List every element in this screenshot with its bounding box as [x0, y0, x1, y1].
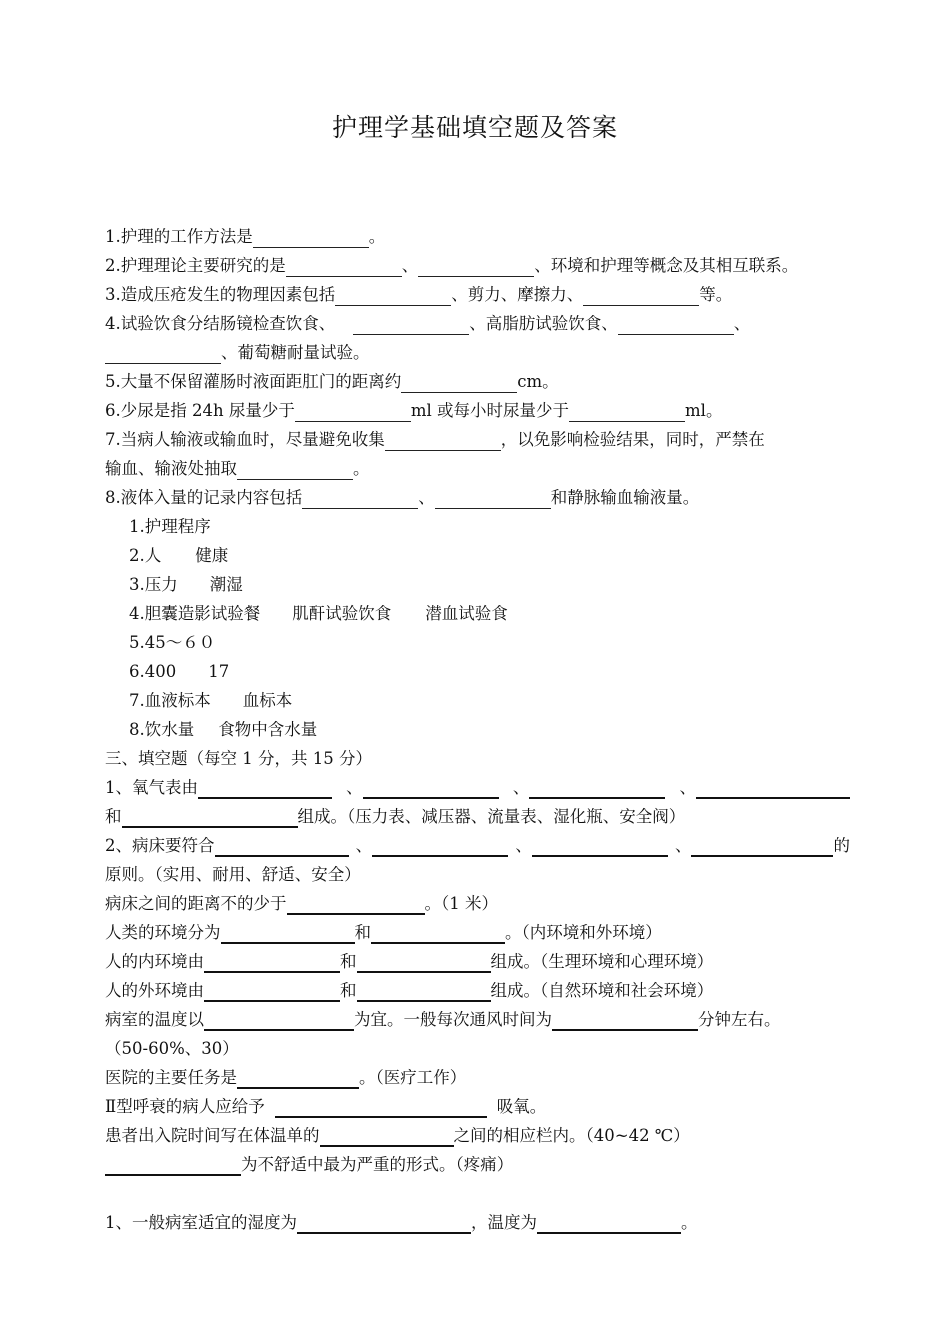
answer-blank[interactable] — [569, 401, 685, 422]
question-text: 、 — [401, 256, 419, 275]
question-text: 1.护理的工作方法是 — [105, 227, 253, 246]
answer-text: 潜血试验食 — [425, 604, 508, 623]
fill-question-room-temperature-answer: （50-60%、30） — [105, 1039, 239, 1058]
question-text: 、 — [674, 836, 692, 855]
question-text: 、 — [679, 778, 696, 797]
answer-blank[interactable] — [204, 1009, 354, 1031]
answer-blank[interactable] — [320, 1125, 454, 1147]
fill-question-admission-time — [105, 1121, 850, 1150]
question-7 — [105, 425, 850, 454]
question-text: 和 — [105, 807, 122, 826]
answer-blank[interactable] — [435, 488, 551, 509]
question-text: 组成。（生理环境和心理环境） — [490, 952, 714, 971]
answer-blank[interactable] — [122, 806, 298, 828]
question-5 — [105, 367, 850, 396]
answer-blank[interactable] — [537, 1212, 681, 1234]
question-text: 为宜。一般每次通风时间为 — [354, 1010, 552, 1029]
question-text: 人类的环境分为 — [105, 923, 221, 942]
question-text: 分钟左右。 — [698, 1010, 781, 1029]
answer-text: 8.饮水量 — [129, 720, 195, 739]
fill-question-bed — [105, 831, 850, 860]
question-text: 2、病床要符合 — [105, 836, 215, 855]
fill-question-oxygen — [105, 773, 850, 802]
question-text: 、 — [512, 778, 530, 797]
answer-6 — [105, 657, 850, 686]
answer-blank[interactable] — [253, 227, 369, 248]
answer-text: 7.血液标本 — [129, 691, 211, 710]
answer-blank[interactable] — [371, 922, 505, 944]
answer-blank[interactable] — [198, 777, 332, 799]
answer-8 — [105, 715, 850, 744]
answer-blank[interactable] — [583, 285, 699, 306]
question-text: 。（内环境和外环境） — [505, 923, 662, 942]
question-text: 。 — [681, 1213, 698, 1232]
question-text: 、 — [418, 488, 435, 507]
question-text: 组成。（压力表、减压器、流量表、湿化瓶、安全阀） — [297, 807, 686, 826]
answer-blank[interactable] — [302, 488, 418, 509]
question-7-cont — [105, 454, 850, 483]
question-text: 、 — [733, 314, 751, 333]
question-6 — [105, 396, 850, 425]
answer-text: 5.45～６０ — [129, 633, 216, 652]
question-text: 3.造成压疮发生的物理因素包括 — [105, 285, 336, 304]
question-text: 病室的温度以 — [105, 1010, 204, 1029]
question-text: 医院的主要任务是 — [105, 1068, 237, 1087]
question-text: 人的内环境由 — [105, 952, 204, 971]
answer-blank[interactable] — [297, 1212, 471, 1234]
question-text: ，以免影响检验结果，同时，严禁在 — [500, 430, 765, 449]
fill-question-external-env — [105, 976, 850, 1005]
answer-text: 2.人 — [129, 546, 162, 565]
answer-3 — [105, 570, 850, 599]
question-4 — [105, 309, 850, 338]
question-text: 、 — [355, 836, 373, 855]
answer-blank[interactable] — [286, 256, 402, 277]
question-1 — [105, 222, 850, 251]
fill-question-room-temperature — [105, 1005, 850, 1034]
question-text: 。（医疗工作） — [359, 1068, 467, 1087]
fill-question-hospital-task — [105, 1063, 850, 1092]
answer-text: 3.压力 — [129, 575, 178, 594]
question-text: 人的外环境由 — [105, 981, 204, 1000]
question-text: 为不舒适中最为严重的形式。（疼痛） — [241, 1155, 514, 1174]
answer-blank[interactable] — [401, 372, 517, 393]
answer-text: 肌酐试验饮食 — [292, 604, 392, 623]
section-heading: 三、填空题（每空 1 分，共 15 分） — [105, 749, 372, 768]
answer-blank[interactable] — [275, 1096, 487, 1118]
question-text: 患者出入院时间写在体温单的 — [105, 1126, 320, 1145]
fill-question-oxygen-cont — [105, 802, 850, 831]
question-text: 等。 — [699, 285, 733, 304]
answer-blank[interactable] — [105, 343, 221, 364]
spacer — [105, 1179, 850, 1208]
question-text: ml。 — [685, 401, 723, 420]
question-text: 病床之间的距离不的少于 — [105, 894, 287, 913]
question-text: 输血、输液处抽取 — [105, 459, 237, 478]
fill-question-discomfort — [105, 1150, 850, 1179]
fill-question-room-humidity — [105, 1208, 850, 1237]
answer-blank[interactable] — [418, 256, 534, 277]
answer-blank[interactable] — [691, 835, 833, 857]
answer-text: 食物中含水量 — [218, 720, 318, 739]
question-8 — [105, 483, 850, 512]
fill-question-bed-cont: 原则。（实用、耐用、舒适、安全） — [105, 865, 361, 884]
answer-2 — [105, 541, 850, 570]
answer-blank[interactable] — [696, 777, 850, 799]
question-text: 。 — [368, 227, 386, 246]
answer-blank[interactable] — [357, 951, 491, 973]
question-2 — [105, 251, 850, 280]
answer-text: 6.400 — [129, 662, 177, 681]
fill-question-internal-env — [105, 947, 850, 976]
answer-text: 17 — [208, 662, 230, 681]
answer-7 — [105, 686, 850, 715]
answer-blank[interactable] — [385, 430, 501, 451]
answer-5 — [105, 628, 850, 657]
answer-1 — [105, 512, 850, 541]
answer-blank[interactable] — [618, 314, 734, 335]
answer-blank[interactable] — [237, 459, 353, 480]
answer-blank[interactable] — [357, 980, 491, 1002]
answer-blank[interactable] — [532, 835, 668, 857]
question-text: Ⅱ型呼衰的病人应给予 — [105, 1097, 265, 1116]
answer-blank[interactable] — [215, 835, 349, 857]
question-text: 、剪力、摩擦力、 — [451, 285, 584, 304]
question-text: 吸氧。 — [496, 1097, 547, 1116]
answer-text: 4.胆囊造影试验餐 — [129, 604, 261, 623]
answer-text: 1.护理程序 — [129, 517, 211, 536]
question-text: 、葡萄糖耐量试验。 — [221, 343, 370, 362]
question-text: 8.液体入量的记录内容包括 — [105, 488, 303, 507]
question-text: 5.大量不保留灌肠时液面距肛门的距离约 — [105, 372, 402, 391]
answer-blank[interactable] — [204, 980, 340, 1002]
fill-question-bed-distance — [105, 889, 850, 918]
question-text: 之间的相应栏内。（40~42 ℃） — [453, 1126, 690, 1145]
answer-blank[interactable] — [372, 835, 508, 857]
answer-4 — [105, 599, 850, 628]
document-body — [105, 222, 850, 1237]
answer-text: 血标本 — [242, 691, 293, 710]
answer-blank[interactable] — [287, 893, 425, 915]
question-text: 2.护理理论主要研究的是 — [105, 256, 286, 275]
question-text: 。（1 米） — [424, 894, 498, 913]
question-text: 的 — [833, 836, 850, 855]
question-text: 和 — [354, 923, 371, 942]
question-text: 1、一般病室适宜的湿度为 — [105, 1213, 297, 1232]
question-text: ml 或每小时尿量少于 — [410, 401, 570, 420]
question-text: 、高脂肪试验饮食、 — [469, 314, 618, 333]
question-text: 、环境和护理等概念及其相互联系。 — [534, 256, 799, 275]
question-text: ，温度为 — [471, 1213, 537, 1232]
question-text: 、 — [346, 778, 363, 797]
answer-blank[interactable] — [552, 1009, 698, 1031]
answer-blank[interactable] — [204, 951, 340, 973]
question-text: 和 — [340, 981, 357, 1000]
question-text: 4.试验饮食分结肠镜检查饮食、 — [105, 314, 336, 333]
fill-question-respiratory-failure — [105, 1092, 850, 1121]
page-title: 护理学基础填空题及答案 — [331, 113, 618, 142]
answer-text: 健康 — [195, 546, 229, 565]
answer-blank[interactable] — [237, 1067, 359, 1089]
question-text: 和静脉输血输液量。 — [550, 488, 700, 507]
fill-question-environment — [105, 918, 850, 947]
answer-blank[interactable] — [221, 922, 355, 944]
answer-blank[interactable] — [105, 1154, 241, 1176]
question-text: cm。 — [517, 372, 559, 391]
question-text: 。 — [353, 459, 370, 478]
answer-blank[interactable] — [335, 285, 451, 306]
question-3 — [105, 280, 850, 309]
question-text: 1、氧气表由 — [105, 778, 198, 797]
answer-text: 潮湿 — [209, 575, 243, 594]
question-text: 6.少尿是指 24h 尿量少于 — [105, 401, 295, 420]
question-text: 、 — [515, 836, 532, 855]
answer-blank[interactable] — [363, 777, 499, 799]
question-text: 和 — [340, 952, 357, 971]
answer-blank[interactable] — [529, 777, 665, 799]
question-text: 7.当病人输液或输血时，尽量避免收集 — [105, 430, 385, 449]
answer-blank[interactable] — [295, 401, 411, 422]
question-text: 组成。（自然环境和社会环境） — [490, 981, 714, 1000]
answer-blank[interactable] — [353, 314, 469, 335]
question-4-cont — [105, 338, 850, 367]
